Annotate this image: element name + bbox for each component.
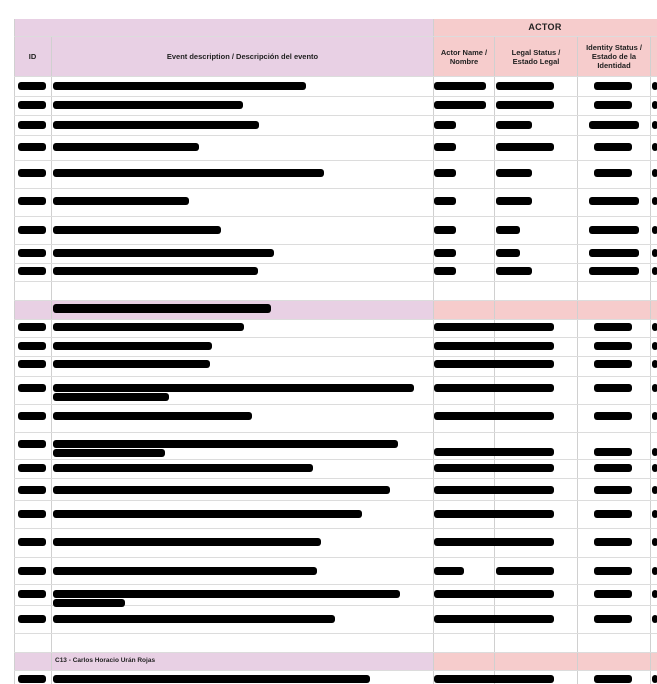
redacted-legal-status	[496, 121, 532, 129]
redacted-id	[18, 384, 46, 392]
redacted-next-column	[652, 267, 657, 275]
redacted-next-column	[652, 226, 657, 234]
redacted-identity-status	[594, 464, 632, 472]
grid-hline	[14, 432, 657, 433]
header-blank-band	[14, 19, 433, 36]
redacted-legal-status	[496, 267, 532, 275]
grid-hline	[14, 115, 657, 116]
redacted-id	[18, 675, 46, 683]
redacted-next-column	[652, 486, 657, 494]
redacted-event-description	[53, 590, 400, 598]
redacted-next-column	[652, 615, 657, 623]
redacted-next-column	[652, 121, 657, 129]
redacted-id	[18, 412, 46, 420]
redacted-event-description	[53, 486, 390, 494]
event-description-column-header: Event description / Descripción del evento	[52, 37, 433, 76]
redacted-legal-status	[496, 226, 520, 234]
redacted-event-description	[53, 323, 244, 331]
redacted-next-column	[652, 197, 657, 205]
redacted-id	[18, 567, 46, 575]
redacted-actor-name	[434, 510, 554, 518]
legal-status-column-header: Legal Status / Estado Legal	[495, 37, 577, 76]
redacted-identity-status	[589, 121, 639, 129]
redacted-identity-status	[594, 448, 632, 456]
redacted-event-description	[53, 675, 370, 683]
redacted-id	[18, 538, 46, 546]
redacted-identity-status	[594, 384, 632, 392]
redacted-event-description	[53, 567, 317, 575]
grid-hline	[14, 670, 657, 671]
redacted-actor-name	[434, 143, 456, 151]
redacted-identity-status	[594, 486, 632, 494]
redacted-actor-name	[434, 486, 554, 494]
redacted-legal-status	[496, 143, 554, 151]
redacted-identity-status	[594, 590, 632, 598]
redacted-identity-status	[589, 226, 639, 234]
grid-hline	[14, 376, 657, 377]
grid-hline	[14, 96, 657, 97]
redacted-next-column	[652, 342, 657, 350]
redacted-event-description	[53, 599, 125, 607]
redacted-id	[18, 360, 46, 368]
redacted-event-description	[53, 101, 243, 109]
redacted-identity-status	[594, 342, 632, 350]
redacted-actor-name	[434, 267, 456, 275]
redacted-event-description	[53, 538, 321, 546]
section-c13-label: C13 - Carlos Horacio Urán Rojas	[55, 657, 156, 664]
redacted-event-description	[53, 393, 169, 401]
redacted-next-column	[652, 101, 657, 109]
grid-hline	[14, 478, 657, 479]
redacted-actor-name	[434, 464, 554, 472]
redacted-event-description	[53, 169, 324, 177]
actor-name-column-header: Actor Name / Nombre	[434, 37, 494, 76]
redacted-actor-name	[434, 323, 554, 331]
grid-hline	[14, 337, 657, 338]
grid-hline	[14, 76, 657, 77]
redacted-next-column	[652, 82, 657, 90]
redacted-identity-status	[594, 615, 632, 623]
redacted-event-description	[53, 449, 165, 457]
grid-hline	[14, 584, 657, 585]
redacted-identity-status	[594, 82, 632, 90]
redacted-id	[18, 464, 46, 472]
redacted-id	[18, 249, 46, 257]
redacted-event-description	[53, 615, 335, 623]
redacted-actor-name	[434, 249, 456, 257]
grid-hline	[14, 528, 657, 529]
redacted-event-description	[53, 464, 313, 472]
redacted-actor-name	[434, 384, 554, 392]
redacted-next-column	[652, 675, 657, 683]
grid-hline	[14, 244, 657, 245]
id-column-header: ID	[14, 37, 51, 76]
redacted-legal-status	[496, 101, 554, 109]
redacted-event-description	[53, 121, 259, 129]
grid-hline	[14, 188, 657, 189]
redacted-id	[18, 101, 46, 109]
redacted-event-description	[53, 197, 189, 205]
redacted-id	[18, 590, 46, 598]
redacted-actor-name	[434, 590, 554, 598]
next-column-header-partial	[651, 37, 657, 76]
redacted-legal-status	[496, 249, 520, 257]
redacted-event-description	[53, 440, 398, 448]
redacted-event-description	[53, 412, 252, 420]
redacted-id	[18, 82, 46, 90]
redacted-event-description	[53, 510, 362, 518]
redacted-actor-name	[434, 101, 486, 109]
redacted-next-column	[652, 169, 657, 177]
redacted-id	[18, 121, 46, 129]
redacted-id	[18, 440, 46, 448]
redacted-legal-status	[496, 567, 554, 575]
redacted-id	[18, 615, 46, 623]
section-band-actor	[433, 300, 657, 319]
redacted-legal-status	[496, 197, 532, 205]
redacted-id	[18, 169, 46, 177]
grid-hline	[14, 500, 657, 501]
redacted-identity-status	[594, 538, 632, 546]
redacted-next-column	[652, 360, 657, 368]
redacted-identity-status	[589, 249, 639, 257]
grid-hline	[14, 160, 657, 161]
redacted-id	[18, 323, 46, 331]
redacted-identity-status	[594, 567, 632, 575]
grid-hline	[14, 135, 657, 136]
redacted-identity-status	[594, 360, 632, 368]
redacted-actor-name	[434, 197, 456, 205]
redacted-next-column	[652, 567, 657, 575]
redacted-event-description	[53, 384, 414, 392]
redacted-event-description	[53, 342, 212, 350]
redacted-actor-name	[434, 538, 554, 546]
redacted-actor-name	[434, 342, 554, 350]
grid-hline	[14, 36, 657, 37]
redacted-event-description	[53, 226, 221, 234]
redacted-identity-status	[594, 323, 632, 331]
grid-hline	[14, 356, 657, 357]
section-band-c13-actor	[433, 652, 657, 670]
redacted-event-description	[53, 267, 258, 275]
grid-hline	[14, 216, 657, 217]
redacted-actor-name	[434, 675, 554, 683]
grid-hline	[14, 557, 657, 558]
redacted-actor-name	[434, 448, 554, 456]
redacted-id	[18, 267, 46, 275]
redacted-next-column	[652, 464, 657, 472]
redacted-actor-name	[434, 226, 456, 234]
redacted-identity-status	[594, 675, 632, 683]
redacted-identity-status	[594, 510, 632, 518]
redacted-section-label	[53, 304, 271, 313]
redacted-id	[18, 342, 46, 350]
redacted-identity-status	[594, 143, 632, 151]
redacted-identity-status	[594, 169, 632, 177]
redacted-id	[18, 486, 46, 494]
redacted-next-column	[652, 510, 657, 518]
redacted-next-column	[652, 448, 657, 456]
redacted-identity-status	[594, 412, 632, 420]
grid-hline	[14, 404, 657, 405]
redacted-event-description	[53, 82, 306, 90]
redacted-actor-name	[434, 121, 456, 129]
grid-hline	[14, 633, 657, 634]
redacted-legal-status	[496, 169, 532, 177]
redacted-identity-status	[594, 101, 632, 109]
grid-hline	[14, 281, 657, 282]
redacted-id	[18, 197, 46, 205]
grid-hline	[14, 459, 657, 460]
redacted-actor-name	[434, 412, 554, 420]
redacted-id	[18, 226, 46, 234]
redacted-next-column	[652, 412, 657, 420]
redacted-event-description	[53, 360, 210, 368]
identity-status-column-header: Identity Status / Estado de la Identidad	[578, 37, 650, 76]
redacted-next-column	[652, 323, 657, 331]
redacted-event-description	[53, 143, 199, 151]
redacted-actor-name	[434, 169, 456, 177]
redacted-identity-status	[589, 197, 639, 205]
grid-hline	[14, 652, 657, 653]
redacted-actor-name	[434, 82, 486, 90]
redacted-identity-status	[589, 267, 639, 275]
redacted-actor-name	[434, 615, 554, 623]
redacted-event-description	[53, 249, 274, 257]
redacted-id	[18, 143, 46, 151]
redacted-actor-name	[434, 567, 464, 575]
grid-hline	[14, 319, 657, 320]
grid-hline	[14, 300, 657, 301]
redacted-next-column	[652, 384, 657, 392]
redacted-next-column	[652, 538, 657, 546]
redacted-next-column	[652, 590, 657, 598]
redacted-legal-status	[496, 82, 554, 90]
redacted-id	[18, 510, 46, 518]
redacted-actor-name	[434, 360, 554, 368]
redacted-next-column	[652, 249, 657, 257]
redacted-next-column	[652, 143, 657, 151]
actor-group-header: ACTOR	[433, 19, 657, 36]
grid-hline	[14, 263, 657, 264]
